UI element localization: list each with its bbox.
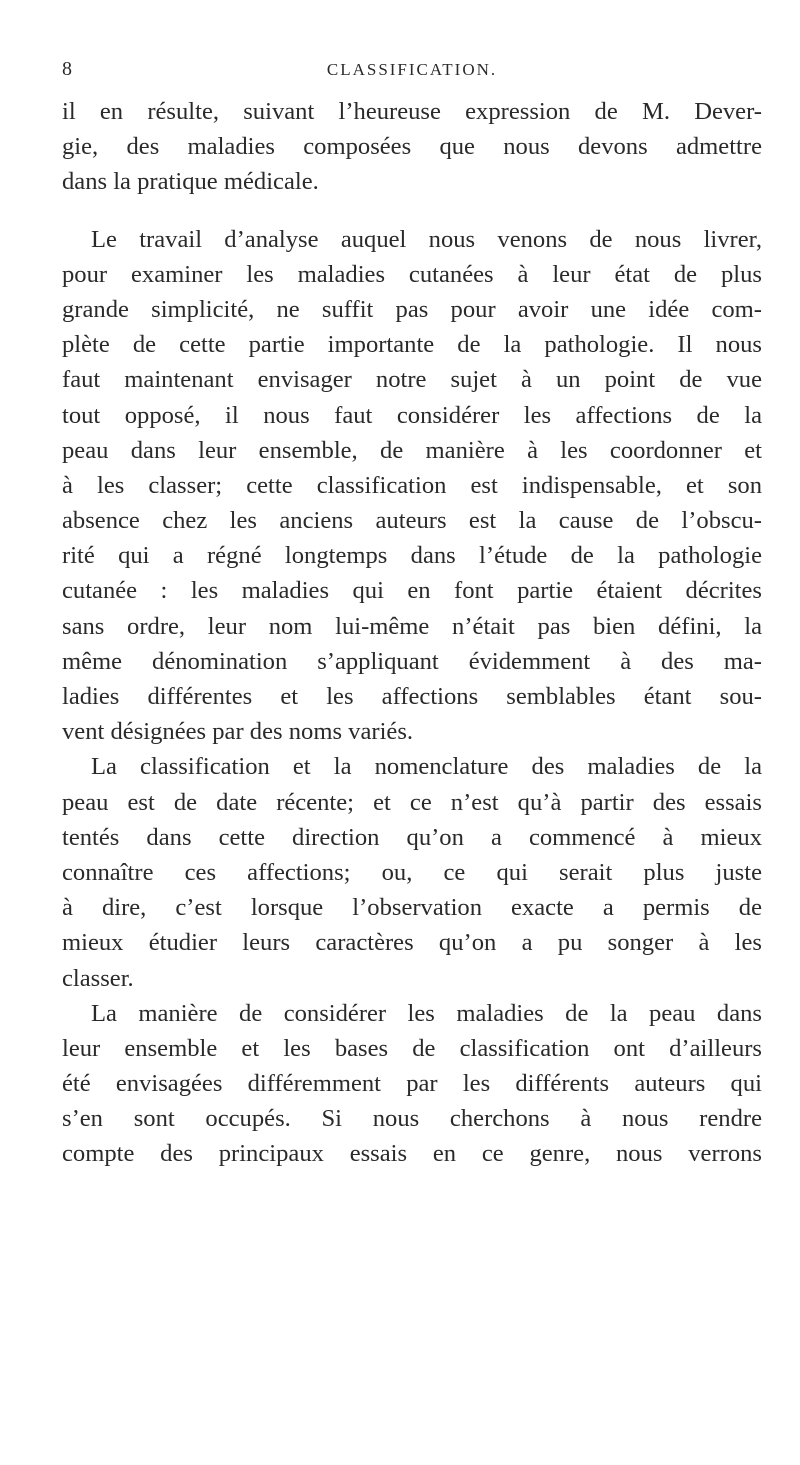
text-line: à dire, c’est lorsque l’observation exacte a permis de xyxy=(62,894,762,922)
text-line: La manière de considérer les maladies de la peau dans xyxy=(91,999,762,1027)
paragraph xyxy=(62,749,762,995)
text-line: peau est de date récente; et ce n’est qu’à partir des essais xyxy=(62,788,762,816)
text-line: sans ordre, leur nom lui-même n’était pas bien défini, la xyxy=(62,612,762,640)
text-line: s’en sont occupés. Si nous cherchons à nous rendre xyxy=(62,1105,762,1133)
text-line: tentés dans cette direction qu’on a commencé à mieux xyxy=(62,823,762,851)
text-line: peau dans leur ensemble, de manière à les coordonner et xyxy=(62,436,762,464)
text-line: cutanée : les maladies qui en font partie étaient décrites xyxy=(62,577,762,605)
text-line: leur ensemble et les bases de classification ont d’ailleurs xyxy=(62,1034,762,1062)
body-text xyxy=(62,94,762,1172)
text-line: ladies différentes et les affections semblables étant sou- xyxy=(62,683,762,710)
paragraph xyxy=(62,222,762,750)
text-line: connaître ces affections; ou, ce qui serait plus juste xyxy=(62,858,762,886)
text-line: il en résulte, suivant l’heureuse expression de M. Dever- xyxy=(62,98,762,125)
text-line: été envisagées différemment par les différents auteurs qui xyxy=(62,1070,762,1098)
running-title: CLASSIFICATION. xyxy=(326,60,498,79)
text-line: grande simplicité, ne suffit pas pour avoir une idée com- xyxy=(62,295,762,323)
text-line: gie, des maladies composées que nous devons admettre xyxy=(62,133,762,161)
text-line: compte des principaux essais en ce genre, nous verrons xyxy=(62,1140,762,1168)
page-number: 8 xyxy=(62,58,73,80)
text-line: pour examiner les maladies cutanées à leur état de plus xyxy=(62,260,762,288)
text-line: vent désignées par des noms variés. xyxy=(62,718,414,746)
page-header xyxy=(62,58,762,88)
text-line: mieux étudier leurs caractères qu’on a pu songer à les xyxy=(62,929,762,957)
paragraph-gap xyxy=(62,200,762,222)
text-line: à les classer; cette classification est indispensable, et son xyxy=(62,471,762,499)
paragraph xyxy=(62,996,762,1172)
text-line: faut maintenant envisager notre sujet à un point de vue xyxy=(62,366,762,394)
text-line: plète de cette partie importante de la pathologie. Il nous xyxy=(62,331,762,359)
text-line: classer. xyxy=(62,964,134,992)
text-line: Le travail d’analyse auquel nous venons de nous livrer, xyxy=(91,225,762,253)
text-line: absence chez les anciens auteurs est la cause de l’obscu- xyxy=(62,507,762,535)
book-page xyxy=(62,58,762,1172)
text-line: même dénomination s’appliquant évidemment à des ma- xyxy=(62,647,762,675)
text-line: La classification et la nomenclature des maladies de la xyxy=(91,753,762,781)
text-line: rité qui a régné longtemps dans l’étude de la pathologie xyxy=(62,542,762,570)
paragraph xyxy=(62,94,762,200)
text-line: dans la pratique médicale. xyxy=(62,168,319,196)
text-line: tout opposé, il nous faut considérer les affections de la xyxy=(62,401,762,429)
